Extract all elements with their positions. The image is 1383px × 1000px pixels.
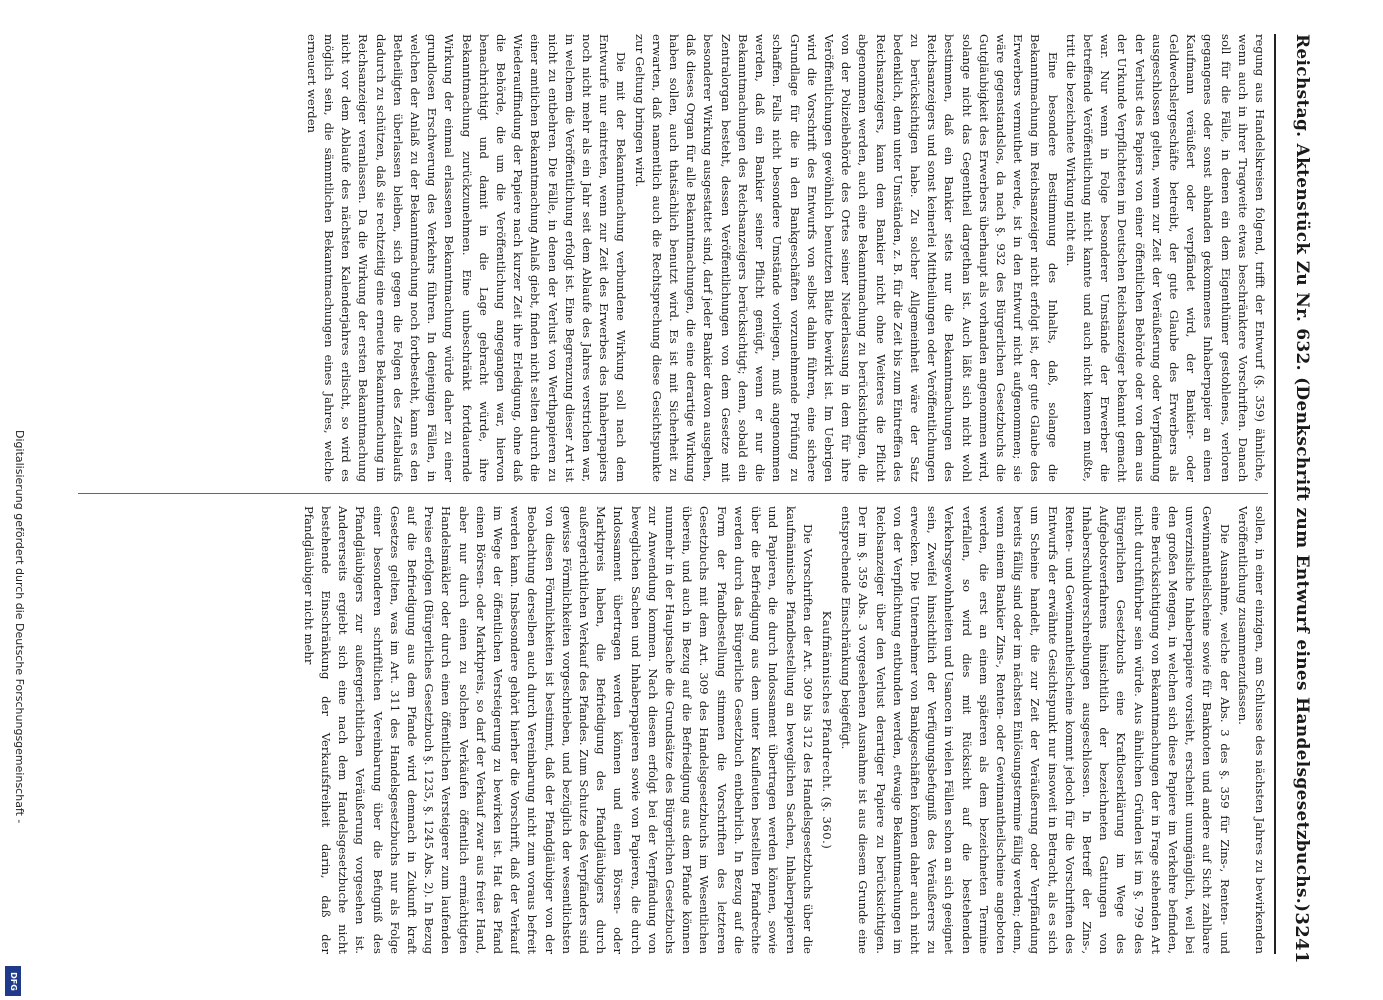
- column-separator: [78, 493, 1268, 494]
- paragraph: regung aus Handelskreisen folgend, trifft der Entwurf (§. 359) ähnliche, wenn auch in ihrer Tragweite etwas beschränktere Vorschriften. Danach soll für die Fälle, in denen ein dem Eigenthümer gestohlenes, verloren gegangenes oder sonst abhanden gekommenes Inhaberpapier an einen Kaufmann veräußert oder verpfändet wird, der Bankier- oder Geldwechslergeschäfte betreibt, der gute Glaube des Erwerbers als ausgeschlossen gelten, wenn zur Zeit der Veräußerung oder Verpfändung der Verlust des Papiers von einer öffentlichen Behörde oder von dem aus der Urkunde Verpflichteten im Deutschen Reichsanzeiger bekannt gemacht war. Nur wenn in Folge besonderer Umstände der Erwerber die betreffende Veröffentlichung nicht kannte und auch nicht kennen mußte, tritt die bezeichnete Wirkung nicht ein.: [1063, 34, 1267, 482]
- paragraph: sollen, in einer einzigen, am Schlusse des nächsten Jahres zu bewirkenden Veröffentlichung zusammenzufassen.: [1235, 506, 1267, 954]
- header-title: Reichstag. Aktenstück Zu Nr. 632. (Denkschrift zum Entwurf eines Handelsgesetzbuchs.): [1292, 34, 1312, 913]
- rotated-text-block: [66, 34, 1326, 964]
- paragraph: Die mit der Bekanntmachung verbundene Wirkung soll nach dem Entwurfe nur eintreten, wenn zur Zeit des Erwerbes des Inhaberpapiers noch nicht mehr als ein Jahr seit dem Ablaufe des Jahres verstrichen war, in welchem die Veröffentlichung erfolgt ist. Eine Begrenzung dieser Art ist nicht zu entbehren. Die Fälle, in denen der Verlust von Werthpapieren zu einer amtlichen Bekanntmachung Anlaß giebt, finden nicht selten durch die Wiederauffindung der Papiere nach kurzer Zeit ihre Erledigung, ohne daß die Behörde, die um die Veröffentlichung angegangen war, hiervon benachrichtigt und damit in die Lage gebracht würde, ihre Bekanntmachung zurückzunehmen. Eine unbeschränkt fortdauernde Wirkung der einmal erlassenen Bekanntmachung würde daher zu einer grundlosen Erschwerung des Verkehrs führen. In denjenigen Fällen, in welchen der Anlaß zu der Bekanntmachung noch fortbesteht, kann es den Betheiligten überlassen bleiben, sich gegen die Folgen des Zeitablaufs dadurch zu schützen, daß sie rechtzeitig eine erneute Bekanntmachung im Reichsanzeiger veranlassen. Da die Wirkung der ersten Bekanntmachung nicht vor dem Ablaufe des nächsten Kalenderjahres erlischt, so wird es möglich sein, die sämmtlichen Bekanntmachungen eines Jahres, welche erneuert werden: [304, 34, 629, 482]
- paragraph: Die Vorschriften der Art. 309 bis 312 des Handelsgesetzbuchs über die kaufmännische Pfandbestellung an beweglichen Sachen, Inhaberpapieren und Papieren, die durch Indossament übertragen werden können, sowie über die Befriedigung aus dem unter Kaufleuten bestellten Pfandrechte werden durch das Bürgerliche Gesetzbuch entbehrlich. In Bezug auf die Form der Pfandbestellung stimmen die Vorschriften des letzteren Gesetzbuchs mit dem Art. 309 des Handelsgesetzbuchs im Wesentlichen überein, und auch in Bezug auf die Befriedigung aus dem Pfande können nunmehr in der Hauptsache die Grundsätze des Bürgerlichen Gesetzbuchs zur Anwendung kommen. Nach diesem erfolgt bei der Verpfändung von beweglichen Sachen und Inhaberpapieren sowie von Papieren, die durch Indossament übertragen werden können und einen Börsen- oder Marktpreis haben, die Befriedigung des Pfandgläubigers durch außergerichtlichen Verkauf des Pfandes. Zum Schutze des Verpfänders sind gewisse Förmlichkeiten vorgeschrieben, und bezüglich der wesentlichsten von diesen Förmlichkeiten ist bestimmt, daß der Pfandgläubiger von der Beobachtung derselben auch durch Vereinbarung nicht zum voraus befreit werden kann. Insbesondere gehört hierher die Vorschrift, daß der Verkauf im Wege der öffentlichen Versteigerung zu bewirken ist. Hat das Pfand einen Börsen- oder Marktpreis, so darf der Verkauf zwar aus freier Hand, aber nur durch einen zu solchen Verkäufen öffentlich ermächtigten Handelsmäkler oder durch einen öffentlichen Versteigerer zum laufenden Preise erfolgen (Bürgerliches Gesetzbuch §. 1235, §. 1245 Abs. 2). In Bezug auf die Befriedigung aus dem Pfande wird demnach in Zukunft kraft Gesetzes gelten, was im Art. 311 des Handelsgesetzbuchs nur als Folge einer besonderen schriftlichen Vereinbarung über die Befugniß des Pfandgläubigers zur außergerichtlichen Veräußerung vorgesehen ist. Andererseits ergiebt sich eine nach dem Handelsgesetzbuche nicht bestehende Einschränkung der Verkaufsfreiheit darin, daß der Pfandgläubiger nicht mehr: [301, 506, 815, 954]
- section-subheading: Kaufmännisches Pfandrecht. (§. 360.): [819, 610, 834, 850]
- dfg-logo: [5, 966, 21, 996]
- paragraph: Die Ausnahme, welche der Abs. 3 des §. 359 für Zins-, Renten- und Gewinnantheilscheine sowie für Banknoten und andere auf Sicht zahlbare unverzinsliche Inhaberpapiere vorsieht, erscheint unumgänglich, weil bei den großen Mengen, in welchen sich diese Papiere im Verkehre befinden, eine Berücksichtigung von Bekanntmachungen der in Frage stehenden Art nicht durchführbar sein würde. Aus ähnlichen Gründen ist im §. 799 des Bürgerlichen Gesetzbuchs eine Kraftloserklärung im Wege des Aufgebotsverfahrens hinsichtlich der bezeichneten Gattungen von Inhaberschuldverschreibungen ausgeschlossen. In Betreff der Zins-, Renten- und Gewinnantheilscheine kommt jedoch für die Vorschriften des Entwurfs der erwähnte Gesichtspunkt nur insoweit in Betracht, als es sich um Scheine handelt, die zur Zeit der Veräußerung oder Verpfändung bereits fällig sind oder im nächsten Einlösungstermine fällig werden; denn, wenn einem Bankier Zins-, Renten- oder Gewinnantheilscheine angeboten werden, die erst an einem späteren als dem bezeichneten Termine verfallen, so wird dies mit Rücksicht auf die bestehenden Verkehrsgewohnheiten und Usancen in vielen Fällen schon an sich geeignet sein, Zweifel hinsichtlich der Verfügungsbefugniß des Veräußerers zu erwecken. Die Unternehmer von Bankgeschäften können daher auch nicht von der Verpflichtung entbunden werden, etwaige Bekanntmachungen im Reichsanzeiger über den Verlust derartiger Papiere zu berücksichtigen. Der im §. 359 Abs. 3 vorgesehenen Ausnahme ist aus diesem Grunde eine entsprechende Einschränkung beigefügt.: [839, 506, 1232, 954]
- digitization-footer: [8, 430, 26, 990]
- header-rule: [1274, 34, 1276, 954]
- paragraph: Eine besondere Bestimmung des Inhalts, daß, solange die Bekanntmachung im Reichsanzeiger nicht erfolgt ist, der gute Glaube des Erwerbers vermuthet werde, ist in den Entwurf nicht aufgenommen; sie wäre gegenstandslos, da nach §. 932 des Bürgerlichen Gesetzbuchs die Gutgläubigkeit des Erwerbers überhaupt als vorhanden angenommen wird, solange nicht das Gegentheil dargethan ist. Auch läßt sich nicht wohl bestimmen, daß ein Bankier stets nur die Bekanntmachungen des Reichsanzeigers und sonst keinerlei Mittheilungen oder Veröffentlichungen zu berücksichtigen habe. Zu solcher Allgemeinheit wäre der Satz bedenklich, denn unter Umständen, z. B. für die Zeit bis zum Eintreffen des Reichsanzeigers, kann dem Bankier nicht ohne Weiteres die Pflicht abgenommen werden, auch eine Bekanntmachung zu berücksichtigen, die von der Polizeibehörde des Ortes seiner Niederlassung in dem für ihre Veröffentlichungen gewöhnlich benutzten Blatte bewirkt ist. Im Uebrigen wird die Vorschrift des Entwurfs von selbst dahin führen, eine sichere Grundlage für die in den Bankgeschäften vorzunehmende Prüfung zu schaffen. Falls nicht besondere Umstände vorliegen, muß angenommen werden, daß ein Bankier seiner Pflicht genügt, wenn er nur die Bekanntmachungen des Reichsanzeigers berücksichtigt; denn, sobald ein Zentralorgan besteht, dessen Veröffentlichungen von dem Gesetze mit besonderer Wirkung ausgestattet sind, darf jeder Bankier davon ausgehen, daß dieses Organ für alle Bekanntmachungen, die eine derartige Wirkung haben sollen, auch thatsächlich benutzt wird. Es ist mit Sicherheit zu erwarten, daß namentlich auch die Rechtsprechung diese Gesichtspunkte zur Geltung bringen wird.: [632, 34, 1060, 482]
- footer-text: Digitalisierung gefördert durch die Deutsche Forschungsgemeinschaft -: [13, 430, 26, 824]
- right-column: [73, 506, 1268, 954]
- left-column: [73, 34, 1268, 482]
- page-header: [1278, 34, 1326, 964]
- logo-text: DFG: [8, 971, 18, 991]
- page-number: 3241: [1291, 912, 1313, 964]
